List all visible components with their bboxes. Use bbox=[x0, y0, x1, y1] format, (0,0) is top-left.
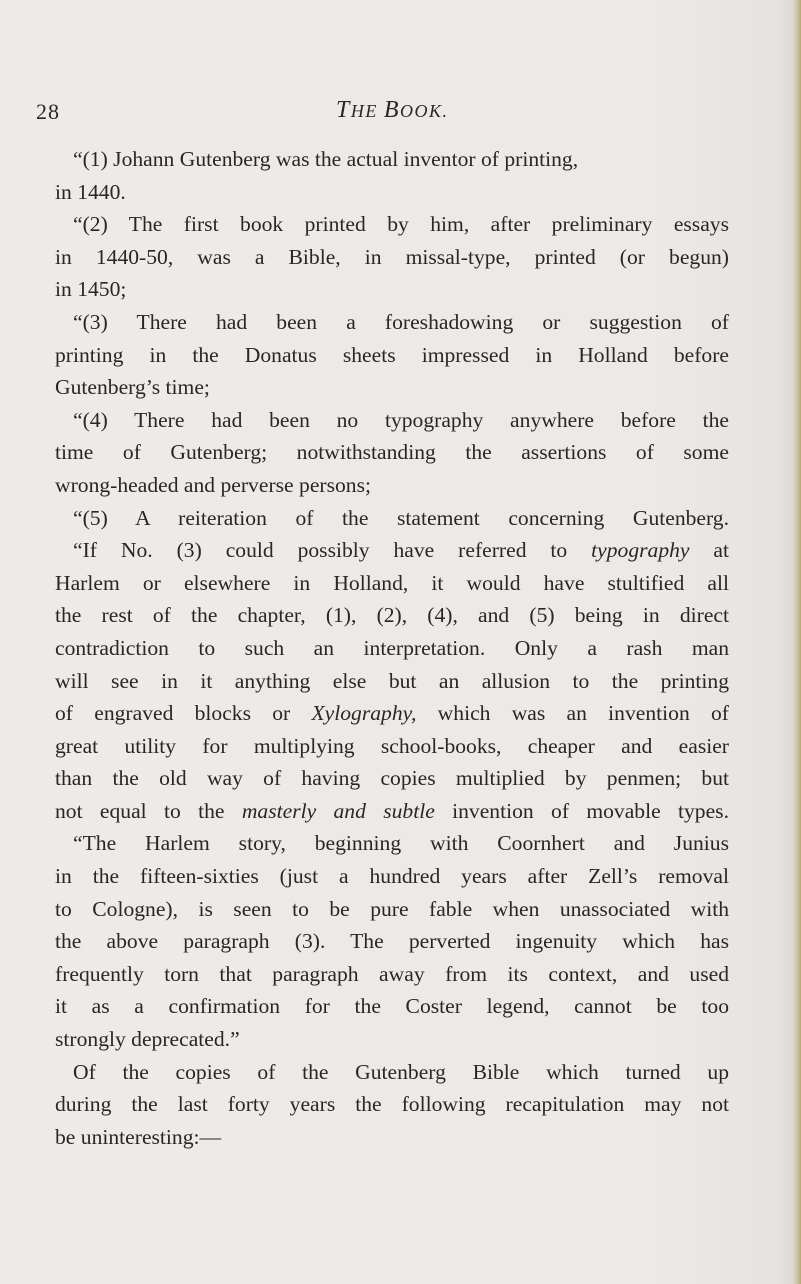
text-line: in 1440-50, was a Bible, in missal-type, printed (or begun) bbox=[55, 244, 729, 269]
text-line: Gutenberg’s time; bbox=[55, 375, 210, 400]
text-line: in 1440. bbox=[55, 179, 126, 204]
text-line: Harlem or elsewhere in Holland, it would have stultified all bbox=[55, 570, 729, 595]
text-line: “(1) Johann Gutenberg was the actual inventor of printing, bbox=[73, 147, 579, 171]
text-line: frequently torn that paragraph away from its context, and used bbox=[55, 961, 729, 986]
running-head: THE BOOK. bbox=[336, 97, 449, 123]
text-line: in 1450; bbox=[55, 277, 127, 302]
text-line: “The Harlem story, beginning with Coornhert and Junius bbox=[73, 831, 729, 856]
text-line: great utility for multiplying school-books, cheaper and easier bbox=[55, 733, 729, 758]
page-number: 28 bbox=[36, 99, 60, 124]
text-line: not equal to the masterly and subtle invention of movable types. bbox=[55, 798, 729, 823]
text-line: in the fifteen-sixties (just a hundred years after Zell’s removal bbox=[55, 864, 729, 889]
text-line: time of Gutenberg; notwithstanding the assertions of some bbox=[55, 440, 729, 465]
text-line: “(3) There had been a foreshadowing or suggestion of bbox=[73, 309, 729, 334]
text-line: “(5) A reiteration of the statement concerning Gutenberg. bbox=[73, 505, 729, 530]
text-line: than the old way of having copies multiplied by penmen; but bbox=[55, 766, 729, 791]
text-line: printing in the Donatus sheets impressed in Holland before bbox=[55, 342, 729, 367]
page-header bbox=[36, 99, 736, 133]
text-line: “(2) The first book printed by him, after preliminary essays bbox=[73, 212, 729, 237]
text-line: will see in it anything else but an allusion to the printing bbox=[55, 668, 729, 693]
text-line: it as a confirmation for the Coster legend, cannot be too bbox=[55, 994, 729, 1019]
text-line: be uninteresting:— bbox=[55, 1124, 222, 1149]
text-line: the above paragraph (3). The perverted ingenuity which has bbox=[55, 929, 729, 954]
text-line: to Cologne), is seen to be pure fable when unassociated with bbox=[55, 896, 729, 921]
body-text bbox=[55, 143, 729, 1153]
text-line: during the last forty years the following recapitulation may not bbox=[55, 1092, 729, 1117]
text-line: wrong-headed and perverse persons; bbox=[55, 472, 371, 497]
text-line: of engraved blocks or Xylography, which was an invention of bbox=[55, 701, 729, 726]
text-line: contradiction to such an interpretation. Only a rash man bbox=[55, 635, 729, 660]
text-line: “(4) There had been no typography anywhere before the bbox=[73, 407, 729, 432]
text-line: “If No. (3) could possibly have referred to typography at bbox=[73, 538, 730, 563]
text-line: the rest of the chapter, (1), (2), (4), and (5) being in direct bbox=[55, 603, 729, 628]
text-line: strongly deprecated.” bbox=[55, 1027, 240, 1052]
text-line: Of the copies of the Gutenberg Bible which turned up bbox=[73, 1059, 729, 1084]
page-edge bbox=[793, 0, 801, 1284]
